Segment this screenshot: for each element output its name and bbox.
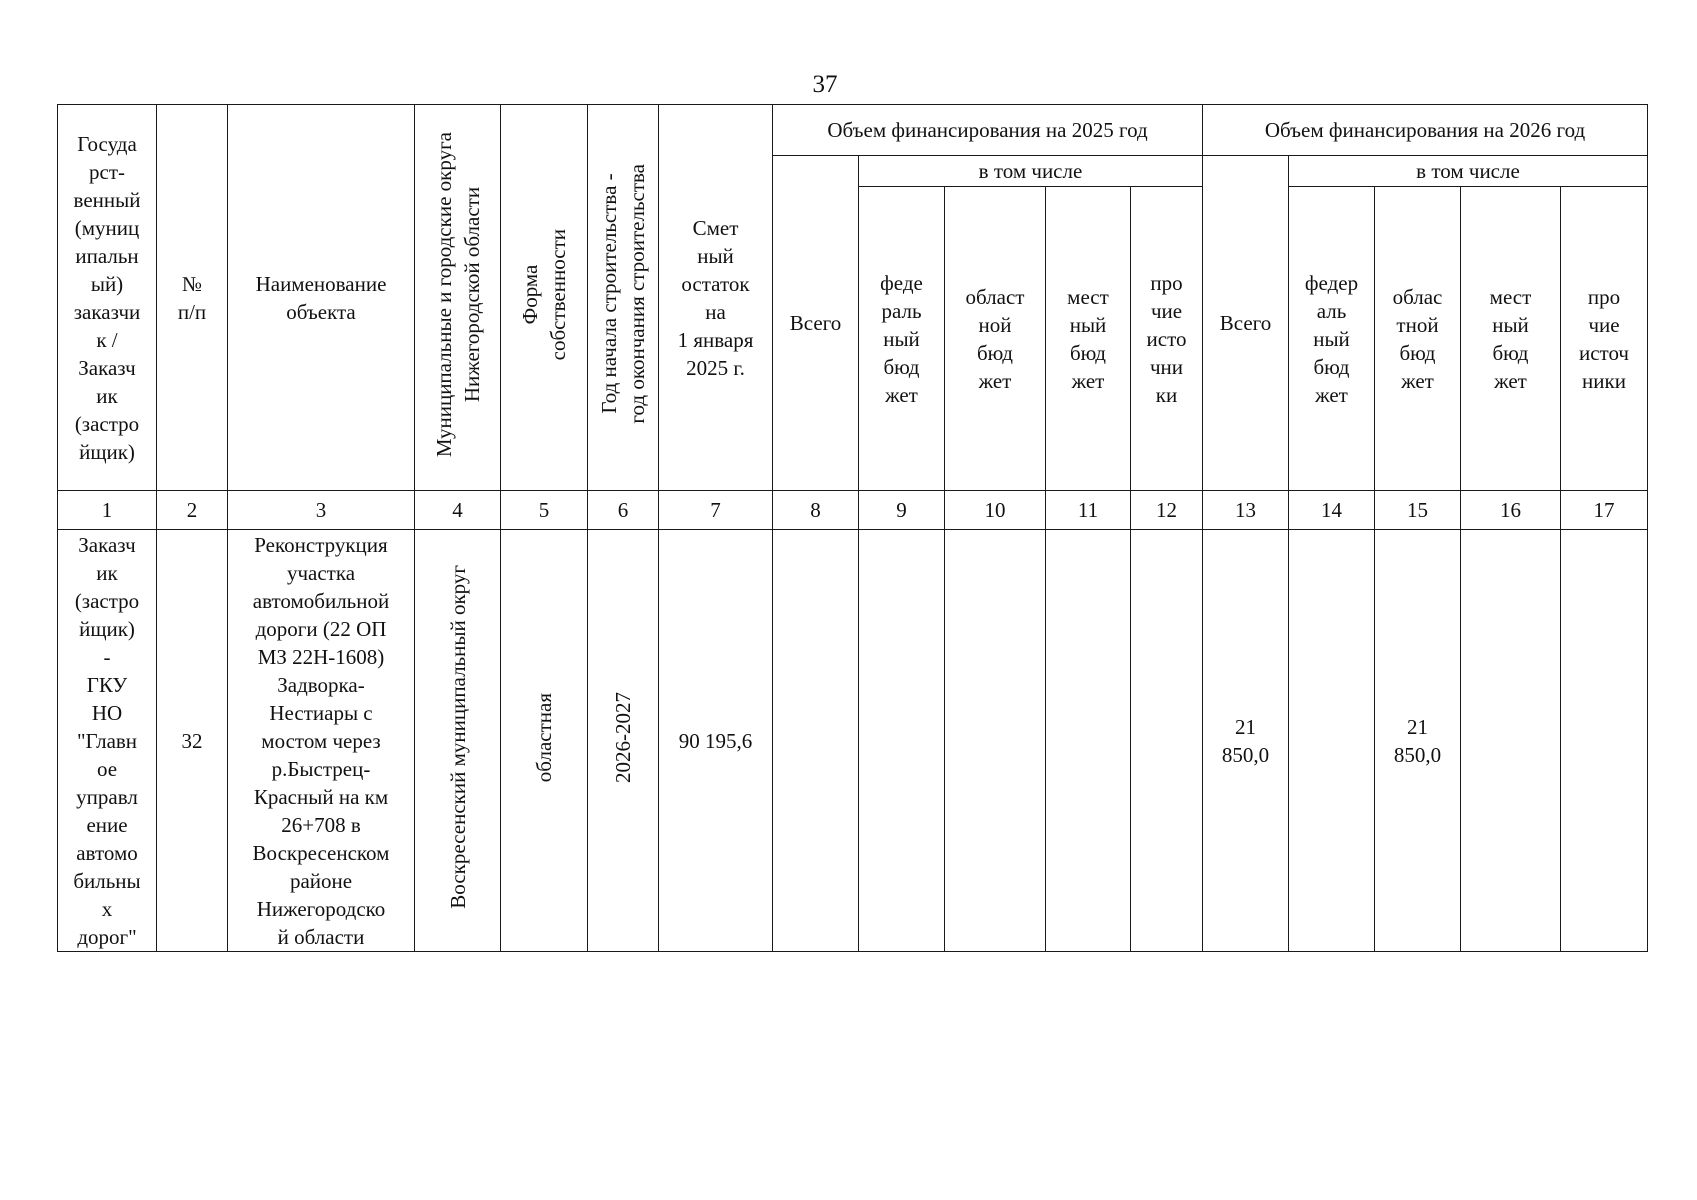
column-number: 11 — [1046, 491, 1131, 530]
column-number: 10 — [945, 491, 1046, 530]
column-number: 9 — [859, 491, 945, 530]
table-row — [58, 530, 1648, 952]
column-number: 12 — [1131, 491, 1203, 530]
header-local-2025: мест ный бюд жет — [1046, 187, 1131, 491]
column-number: 4 — [415, 491, 501, 530]
header-district-cell — [415, 105, 501, 491]
header-district: Муниципальные и городские округа Нижегородской области — [431, 131, 484, 457]
header-customer: Госуда рст- венный (муниц ипальн ый) заказчи к / Заказч ик (застро йщик) — [58, 105, 157, 491]
cell-total-2025 — [773, 530, 859, 952]
column-number: 1 — [58, 491, 157, 530]
cell-district-cell — [415, 530, 501, 952]
header-ownership-cell — [501, 105, 588, 491]
header-federal-2026: федер аль ный бюд жет — [1289, 187, 1375, 491]
header-other-2026: про чие источ ники — [1561, 187, 1648, 491]
header-object-name: Наименование объекта — [228, 105, 415, 491]
header-other-2025: про чие исто чни ки — [1131, 187, 1203, 491]
header-years: Год начала строительства - год окончания строительства — [597, 164, 649, 424]
cell-no: 32 — [157, 530, 228, 952]
cell-other-2026 — [1561, 530, 1648, 952]
column-number-row — [58, 491, 1648, 530]
header-including-2026: в том числе — [1289, 156, 1648, 187]
cell-object-name: Реконструкция участка автомобильной дороги (22 ОП МЗ 22Н-1608) Задворка- Нестиары с мостом через р.Быстрец- Красный на км 26+708 в Воскресенском районе Нижегородско й области — [228, 530, 415, 952]
header-federal-2025: феде раль ный бюд жет — [859, 187, 945, 491]
header-financing-2025: Объем финансирования на 2025 год — [773, 105, 1203, 156]
cell-total-2026: 21 850,0 — [1203, 530, 1289, 952]
cell-regional-2026: 21 850,0 — [1375, 530, 1461, 952]
column-number: 7 — [659, 491, 773, 530]
cell-local-2026 — [1461, 530, 1561, 952]
cell-ownership-cell — [501, 530, 588, 952]
header-financing-2026: Объем финансирования на 2026 год — [1203, 105, 1648, 156]
column-number: 17 — [1561, 491, 1648, 530]
cell-regional-2025 — [945, 530, 1046, 952]
column-number: 15 — [1375, 491, 1461, 530]
column-number: 14 — [1289, 491, 1375, 530]
cell-customer: Заказч ик (застро йщик) - ГКУ НО "Главн ое управл ение автомо бильны х дорог" — [58, 530, 157, 952]
cell-remainder: 90 195,6 — [659, 530, 773, 952]
header-row-groups — [58, 105, 1648, 156]
column-number: 3 — [228, 491, 415, 530]
column-number: 13 — [1203, 491, 1289, 530]
header-years-cell — [588, 105, 659, 491]
header-local-2026: мест ный бюд жет — [1461, 187, 1561, 491]
column-number: 5 — [501, 491, 588, 530]
header-including-2025: в том числе — [859, 156, 1203, 187]
header-regional-2025: област ной бюд жет — [945, 187, 1046, 491]
header-ownership: Форма собственности — [518, 228, 570, 360]
financing-table — [57, 104, 1648, 952]
cell-other-2025 — [1131, 530, 1203, 952]
cell-years-cell — [588, 530, 659, 952]
header-no: № п/п — [157, 105, 228, 491]
cell-federal-2025 — [859, 530, 945, 952]
page-number: 37 — [812, 71, 838, 98]
column-number: 6 — [588, 491, 659, 530]
cell-district: Воскресенский муниципальный округ — [445, 565, 470, 910]
cell-years: 2026-2027 — [611, 691, 635, 783]
cell-ownership: областная — [532, 692, 556, 782]
cell-federal-2026 — [1289, 530, 1375, 952]
header-total-2025: Всего — [773, 156, 859, 491]
column-number: 8 — [773, 491, 859, 530]
header-remainder: Смет ный остаток на 1 января 2025 г. — [659, 105, 773, 491]
column-number: 16 — [1461, 491, 1561, 530]
header-total-2026: Всего — [1203, 156, 1289, 491]
column-number: 2 — [157, 491, 228, 530]
cell-local-2025 — [1046, 530, 1131, 952]
header-regional-2026: облас тной бюд жет — [1375, 187, 1461, 491]
